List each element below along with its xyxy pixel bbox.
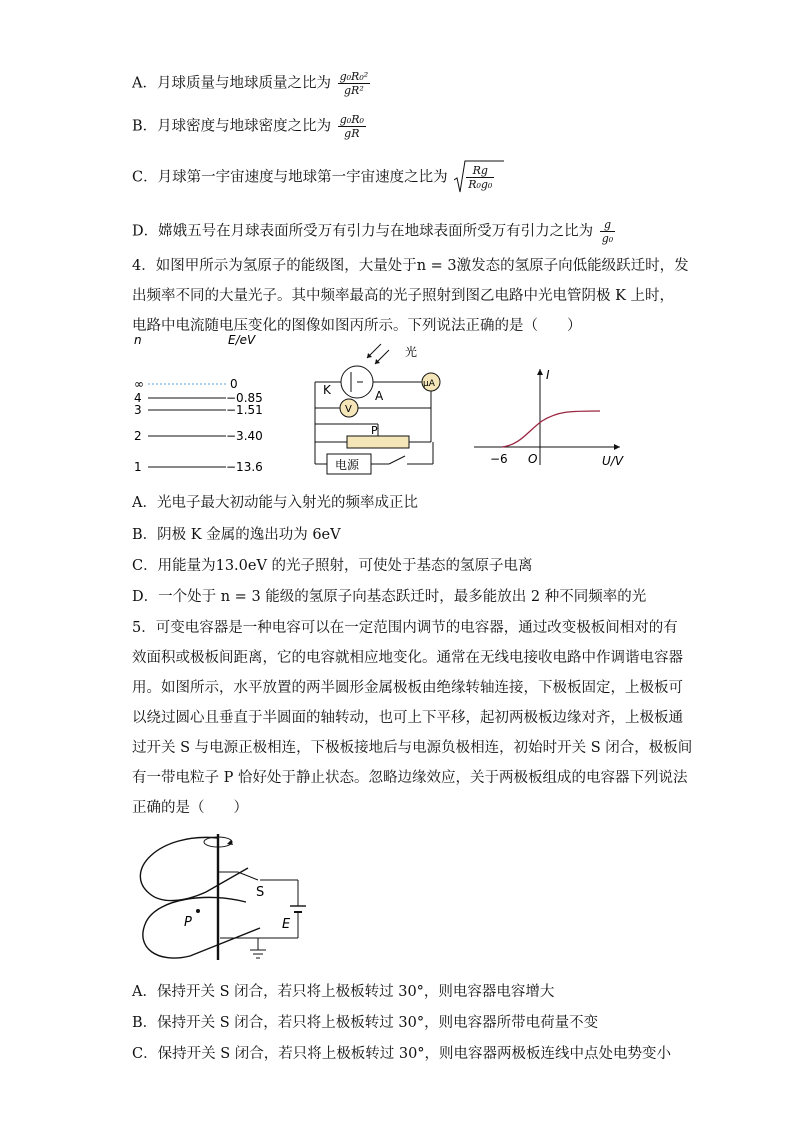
level-n-label: 3 (134, 403, 142, 417)
level-e-label: −3.40 (226, 429, 263, 443)
variable-capacitor-diagram (128, 832, 318, 976)
fraction: $\frac{Rg}{\text{R₀g₀}}$ (468, 164, 493, 191)
level-n-label: 2 (134, 429, 142, 443)
cathode-label: K (323, 383, 331, 397)
rheostat-icon (347, 436, 409, 448)
fraction: $\frac{g}{\text{g₀}}$ (601, 218, 614, 245)
fraction: $\frac{\text{g₀R₀²}}{\text{gR²}}$ (339, 70, 369, 97)
energy-axis-label: E/eV (228, 333, 256, 347)
q5-stem-line: 有一带电粒子 P 恰好处于静止状态。忽略边缘效应，关于两极板组成的电容器下列说法 (132, 770, 688, 786)
iv-curve (502, 411, 600, 447)
q5-stem-line: 5．可变电容器是一种电容可以在一定范围内调节的电容器，通过改变极板间相对的有 (132, 620, 678, 636)
microammeter-label: μA (423, 379, 435, 389)
x-axis-label: U/V (602, 454, 624, 468)
voltmeter-label: V (345, 404, 352, 415)
q4-option-c: C．用能量为13.0eV 的光子照射，可使处于基态的氢原子电离 (132, 558, 533, 574)
q5-option-a: A．保持开关 S 闭合，若只将上极板转过 30°，则电容器电容增大 (132, 984, 555, 1000)
q4-stem-line: 4．如图甲所示为氢原子的能级图，大量处于n = 3激发态的氢原子向低能级跃迁时，发 (132, 258, 689, 274)
power-source-label: 电源 (335, 458, 360, 472)
x-tick-label: −6 (490, 452, 508, 466)
level-n-label: ∞ (134, 377, 144, 391)
upper-plate (140, 837, 248, 900)
light-label: 光 (405, 345, 418, 359)
q5-stem-line: 用。如图所示，水平放置的两半圆形金属极板由绝缘转轴连接，下极板固定，上极板可 (132, 680, 683, 696)
q4-option-d: D．一个处于 n = 3 能级的氢原子向基态跃迁时，最多能放出 2 种不同频率的光 (132, 589, 647, 605)
lower-plate (143, 897, 260, 958)
energy-level-diagram (130, 332, 290, 484)
level-n-label: 4 (134, 391, 142, 405)
photoelectric-circuit-diagram (305, 342, 455, 486)
iv-graph (470, 365, 640, 479)
anode-label: A (375, 389, 384, 403)
level-e-label: −13.6 (226, 460, 263, 474)
q4-stem-line: 出频率不同的大量光子。其中频率最高的光子照射到图乙电路中光电管阴极 K 上时， (132, 288, 675, 304)
q3-option-b: B．月球密度与地球密度之比为 $\frac{\text{g₀R₀}}{gR}$ (132, 113, 364, 140)
q5-option-b: B．保持开关 S 闭合，若只将上极板转过 30°，则电容器所带电荷量不变 (132, 1015, 599, 1031)
q4-stem-line: 电路中电流随电压变化的图像如图丙所示。下列说法正确的是（ ） (132, 318, 582, 334)
switch-icon (389, 456, 405, 464)
q3-option-c: C．月球第一宇宙速度与地球第一宇宙速度之比为 $\frac{Rg}{\text{R₀g₀}}$ (132, 164, 494, 191)
q5-stem-line: 以绕过圆心且垂直于半圆面的轴转动，也可上下平移，起初两极板边缘对齐，上极板通 (132, 710, 683, 726)
particle-label: P (184, 915, 192, 930)
q3-option-d: D．嫦娥五号在月球表面所受万有引力与在地球表面所受万有引力之比为 $\frac{g}{\text{g₀}}$ (132, 218, 614, 245)
q4-option-a: A．光电子最大初动能与入射光的频率成正比 (132, 495, 418, 511)
q4-option-b: B．阴极 K 金属的逸出功为 6eV (132, 527, 341, 543)
sqrt-expression (454, 164, 494, 191)
switch-label: S (256, 885, 265, 900)
level-n-label: 1 (134, 460, 142, 474)
q5-stem-line: 效面积或极板间距离，它的电容就相应地变化。通常在无线电接收电路中作调谐电容器 (132, 650, 683, 666)
battery-label: E (282, 917, 291, 932)
q5-stem-line: 过开关 S 与电源正极相连，下极板接地后与电源负极相连，初始时开关 S 闭合，极板间 (132, 740, 693, 756)
q5-stem-line: 正确的是（ ） (132, 800, 248, 816)
level-e-label: −0.85 (226, 391, 263, 405)
particle-icon (196, 909, 200, 913)
switch-icon (238, 872, 258, 880)
level-e-label: 0 (230, 377, 238, 391)
y-axis-label: I (546, 368, 550, 382)
slider-label: P (371, 424, 378, 437)
n-axis-label: n (134, 333, 142, 347)
origin-label: O (528, 452, 538, 466)
q5-option-c: C．保持开关 S 闭合，若只将上极板转过 30°，则电容器两极板连线中点处电势变小 (132, 1046, 672, 1062)
fraction: $\frac{\text{g₀R₀}}{gR}$ (339, 113, 364, 140)
q3-option-a: A．月球质量与地球质量之比为 $\frac{\text{g₀R₀²}}{\text{gR²}}$ (132, 70, 369, 97)
level-e-label: −1.51 (226, 403, 263, 417)
